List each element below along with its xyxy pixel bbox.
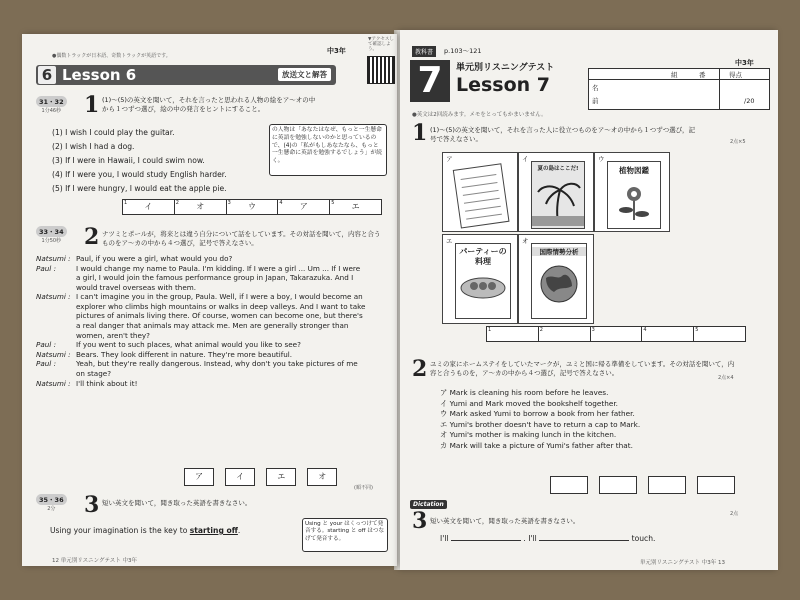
q2-answer-boxes bbox=[184, 464, 343, 486]
sentence-end: . bbox=[237, 526, 241, 535]
read-note: ●英文は2回読みます。メモをとってもかまいません。 bbox=[412, 112, 547, 118]
answer-cell[interactable]: 1 bbox=[487, 327, 539, 341]
unit-label: 単元別リスニングテスト bbox=[456, 63, 555, 73]
answer-cell[interactable]: 2 bbox=[539, 327, 591, 341]
globe-icon bbox=[532, 256, 586, 312]
track-duration: 1分50秒 bbox=[41, 238, 62, 244]
picture-option: ウ 植物図鑑 bbox=[594, 152, 670, 232]
list-item: (4) If I were you, I would study English harder. bbox=[52, 170, 227, 180]
dialog-row: Natsumi : Bears. They look different in nature. They're more beautiful. bbox=[36, 349, 293, 359]
book-title: パーティーの料理 bbox=[459, 247, 507, 266]
sentence-part: touch. bbox=[631, 534, 656, 543]
question-instruction: (1)〜(5)の英文を聞いて，それを言ったと思われる人物の絵をア〜オの中から１つずつ選び，絵の中の発言をヒントにすること。 bbox=[102, 96, 316, 113]
sentence-answer: starting off bbox=[189, 526, 238, 535]
dialog-row: Natsumi : Paul, if you were a girl, what would you do? bbox=[36, 254, 233, 263]
answer-cell: 5 エ bbox=[331, 200, 360, 211]
answer-note: (順不同) bbox=[354, 485, 373, 491]
answer-box[interactable] bbox=[599, 476, 637, 494]
question-instruction: ナツミとポールが，将来とは違う自分について話をしています。その対話を聞いて，内容と合うものをア〜カの中から４つ選び，記号で答えなさい。 bbox=[102, 230, 381, 247]
question-instruction: ユミの家にホームステイをしていたマークが，ユミと国に帰る準備をしています。その対話を聞いて，内容と合うものを，ア〜カの中から４つ選び，記号で答えなさい。 bbox=[430, 360, 735, 378]
planner-icon bbox=[443, 153, 517, 231]
dialog-row: Paul : Yeah, but they're really dangerous. Instead, why don't you take pictures of me on stage? bbox=[36, 359, 358, 378]
dictation-badge: Dictation bbox=[410, 500, 447, 509]
score-col: 得点 bbox=[729, 71, 742, 79]
name-label: 名 bbox=[592, 84, 599, 92]
q2-track-badge bbox=[36, 226, 67, 244]
answer-cell: 4 ア bbox=[278, 200, 330, 214]
dialog-row: Natsumi : I can't imagine you in the group, Paula. Well, if I were a boy, I would become an explorer who climbs high mountains or walks in deep valleys. And I want to take pictures of animals living there. Of course, women can become one, but there's a real danger that animals may attack me. Men are generally stronger than women, aren't they? bbox=[36, 292, 366, 340]
lesson-header bbox=[36, 65, 336, 85]
picture-option: ア bbox=[442, 152, 518, 232]
question-number: 1 bbox=[412, 120, 428, 146]
answer-cell: 3 ウ bbox=[227, 200, 279, 214]
list-item: オ Yumi's mother is making lunch in the kitchen. bbox=[440, 430, 617, 440]
question-instruction: 短い英文を聞いて，聞き取った英語を書きなさい。 bbox=[430, 517, 580, 525]
book-title: 国際情勢分析 bbox=[532, 247, 586, 256]
answer-box: エ bbox=[266, 468, 296, 486]
q1-answer-strip bbox=[122, 199, 382, 215]
track-number: 31・32 bbox=[36, 96, 67, 107]
list-item: イ Yumi and Mark moved the bookshelf together. bbox=[440, 398, 618, 408]
points-label: 2点 bbox=[730, 511, 739, 517]
dialog-row: Paul : I would change my name to Paula. I'm kidding. If I were a girl ... Um ... If I were a girl, I would join the famous performance group in Japan, Takarazuka. And I would travel overseas with them. bbox=[36, 263, 361, 292]
track-note: ●偶数トラックが日本語、奇数トラックが英語です。 bbox=[52, 53, 171, 59]
track-duration: 1分46秒 bbox=[41, 108, 62, 114]
list-item: ア Mark is cleaning his room before he leaves. bbox=[440, 388, 609, 397]
textbook-pages: p.103〜121 bbox=[444, 47, 482, 55]
answer-cell[interactable]: 4 bbox=[642, 327, 694, 341]
textbook-label: 教科書 bbox=[412, 46, 436, 57]
answer-box[interactable] bbox=[648, 476, 686, 494]
answer-box: イ bbox=[225, 468, 255, 486]
answer-box: ア bbox=[184, 468, 214, 486]
picture-option: イ 夏の島はここだ! bbox=[518, 152, 594, 232]
left-page bbox=[22, 34, 397, 566]
list-item: (2) I wish I had a dog. bbox=[52, 142, 135, 152]
q3-sentence bbox=[50, 526, 300, 535]
book-title: 夏の島はここだ! bbox=[537, 166, 579, 172]
answer-cell: 2 オ bbox=[175, 200, 227, 214]
q1-note-box: の人物は「あなたはなぜ、もっと一生懸命に英語を勉強しないのかと思っているので、(4)の「私がもしあなたなら、もっと一生懸命に英語を勉強するでしょう」が続く。 bbox=[269, 124, 387, 176]
picture-option: エ パーティーの料理 bbox=[442, 234, 518, 324]
answer-box: オ bbox=[307, 468, 337, 486]
book-title: 植物図鑑 bbox=[619, 166, 649, 175]
number-col: 番 bbox=[699, 71, 706, 79]
question-instruction: (1)〜(5)の英文を聞いて，それを言った人に役立つものをア〜オの中から１つずつ選び，記号で答えなさい。 bbox=[430, 126, 696, 143]
q2-options bbox=[440, 388, 760, 451]
picture-option: オ 国際情勢分析 bbox=[518, 234, 594, 324]
question-number: 3 bbox=[84, 492, 100, 518]
q1-answer-strip bbox=[486, 326, 746, 342]
points-label: 2点×4 bbox=[718, 375, 734, 381]
list-item: (5) If I were hungry, I would eat the apple pie. bbox=[52, 184, 227, 194]
answer-cell[interactable]: 5 bbox=[695, 327, 699, 333]
list-item: (1) I wish I could play the guitar. bbox=[52, 128, 175, 137]
question-number: 1 bbox=[84, 92, 100, 118]
page-footer: 単元別リスニングテスト 中3年 13 bbox=[640, 560, 726, 566]
answer-box[interactable] bbox=[550, 476, 588, 494]
list-item: カ Mark will take a picture of Yumi's father after that. bbox=[440, 440, 633, 450]
script-answer-button[interactable]: 放送文と解答 bbox=[278, 68, 331, 81]
flower-icon bbox=[608, 176, 660, 224]
track-number: 35・36 bbox=[36, 494, 67, 505]
lesson-title: Lesson 7 bbox=[456, 74, 551, 96]
page-footer: 12 単元別リスニングテスト 中3年 bbox=[52, 558, 138, 564]
blank-2[interactable] bbox=[539, 540, 629, 541]
score-total: /20 bbox=[744, 97, 755, 105]
track-number: 33・34 bbox=[36, 226, 67, 237]
palm-tree-icon bbox=[532, 172, 584, 226]
lesson-number: 6 bbox=[38, 66, 56, 84]
points-label: 2点×5 bbox=[730, 139, 746, 145]
lesson-title: Lesson 6 bbox=[62, 66, 137, 84]
q1-track-badge bbox=[36, 96, 67, 114]
dialog-row: Paul : If you went to such places, what animal would you like to see? bbox=[36, 340, 301, 350]
blank-1[interactable] bbox=[451, 540, 521, 541]
lesson-number: 7 bbox=[410, 60, 450, 102]
question-number: 2 bbox=[412, 356, 428, 382]
right-page bbox=[400, 30, 778, 570]
grade-label: 中3年 bbox=[735, 59, 754, 67]
qr-code-icon[interactable] bbox=[367, 56, 395, 84]
party-food-icon bbox=[456, 266, 510, 306]
q1-sentences bbox=[52, 126, 282, 196]
grade-label: 中3年 bbox=[327, 47, 346, 55]
answer-box[interactable] bbox=[697, 476, 735, 494]
class-col: 組 bbox=[671, 71, 678, 79]
q2-answer-boxes bbox=[550, 476, 741, 498]
q3-track-badge bbox=[36, 494, 67, 512]
sentence-part: . I'll bbox=[523, 534, 537, 543]
dialog-row: Natsumi : I'll think about it! bbox=[36, 378, 138, 388]
scan-label: ▼アクセスして確認しよう。 bbox=[368, 37, 394, 52]
q3-note-box: Using と your はくっつけて発音する。starting と off はつなげて発音する。 bbox=[302, 518, 388, 552]
name-score-box bbox=[588, 68, 770, 110]
answer-cell[interactable]: 3 bbox=[591, 327, 643, 341]
sentence-text: Using your imagination is the key to bbox=[50, 526, 190, 535]
question-number: 3 bbox=[412, 508, 428, 534]
sentence-part: I'll bbox=[440, 534, 449, 543]
q3-blanks bbox=[440, 534, 760, 543]
answer-cell: 1 イ bbox=[123, 200, 175, 214]
list-item: エ Yumi's brother doesn't have to return a cap to Mark. bbox=[440, 419, 641, 429]
question-number: 2 bbox=[84, 224, 100, 250]
list-item: (3) If I were in Hawaii, I could swim now. bbox=[52, 156, 205, 166]
q2-dialog bbox=[36, 254, 366, 388]
list-item: ウ Mark asked Yumi to borrow a book from her father. bbox=[440, 409, 635, 419]
name-label2: 前 bbox=[592, 97, 599, 105]
question-instruction: 短い英文を聞いて，聞き取った英語を書きなさい。 bbox=[102, 499, 252, 507]
track-duration: 2分 bbox=[47, 506, 56, 512]
